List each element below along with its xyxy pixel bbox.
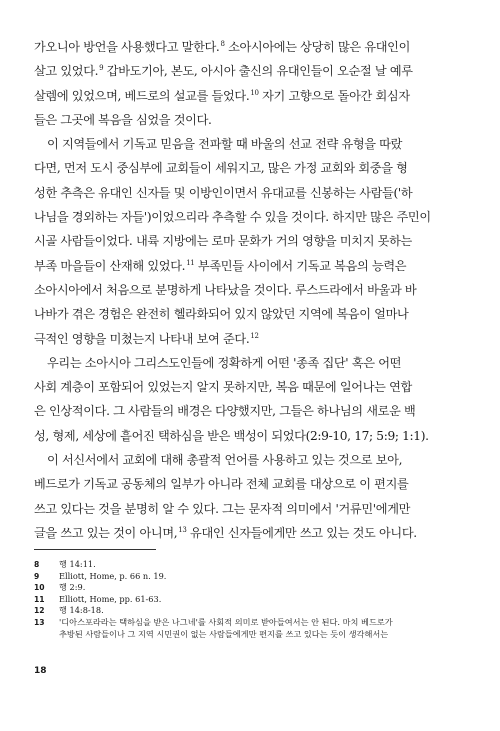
- line-text: 가오니아 방언을 사용했다고 말한다.: [34, 40, 220, 54]
- text-line: [34, 351, 470, 375]
- footnote-marker[interactable]: 8: [220, 40, 225, 48]
- footnote-number: 12: [34, 606, 45, 616]
- footnote-marker[interactable]: 10: [250, 88, 259, 97]
- line-text: 우리는 소아시아 그리스도인들에 정확하게 어떤 '종족 집단' 혹은 어떤: [47, 355, 402, 370]
- footnote-text: 행 14:8-18.: [59, 605, 104, 616]
- line-text: 시골 사람들이었다. 내륙 지방에는 로마 문화가 거의 영향을 미치지 못하는: [34, 234, 412, 249]
- line-text: 베드로가 기독교 공동체의 일부가 아니라 전체 교회를 대상으로 이 편지를: [34, 477, 409, 492]
- footnote-text-continued: 추방된 사람들이나 그 지역 시민권이 없는 사람들에게만 편지를 쓰고 있다는 듯이 생각해서는: [59, 628, 389, 639]
- body-text: [34, 35, 470, 545]
- line-text: 성, 형제, 세상에 흩어진 택하심을 받은 백성이 되었다(2:9-10, 17; 5:9; 1:1).: [34, 428, 429, 443]
- footnote-text: 행 14:11.: [59, 559, 96, 569]
- text-line: [34, 448, 470, 472]
- footnote: [34, 571, 474, 583]
- footnote: [34, 594, 474, 606]
- text-line: [34, 254, 470, 278]
- line-text: 극적인 영향을 미쳤는지 나타내 보여 준다.: [34, 331, 250, 346]
- footnote-text: '디아스포라라는 택하심을 받은 나그네'를 사회적 의미로 받아들여서는 안 된다. 마치 베드로가: [59, 616, 393, 627]
- text-line: [34, 205, 470, 229]
- footnote-number: 8: [34, 560, 40, 569]
- line-text: 소아시아에서 처음으로 분명하게 나타났을 것이다. 루스드라에서 바울과 바: [34, 282, 417, 297]
- footnote-marker[interactable]: 13: [178, 525, 187, 534]
- line-text: 부족 마을들이 산재해 있었다.: [34, 258, 186, 273]
- footnote-text: 행 2:9.: [59, 582, 86, 593]
- footnote-number: 10: [34, 583, 45, 593]
- page-number: 18: [34, 666, 47, 676]
- line-text: 이 서신서에서 교회에 대해 총괄적 언어를 사용하고 있는 것으로 보아,: [47, 453, 403, 468]
- line-text: 쓰고 있다는 것을 분명히 알 수 있다. 그는 문자적 의미에서 '거류민'에게만: [34, 501, 411, 516]
- text-line: [34, 497, 470, 521]
- footnote: [34, 617, 474, 629]
- text-line: [34, 399, 470, 423]
- line-text-continued: 소아시아에는 상당히 많은 유대인이: [224, 40, 411, 54]
- text-line: [34, 375, 470, 399]
- text-line: [34, 181, 470, 205]
- text-line: [34, 108, 470, 132]
- text-line: [34, 229, 470, 253]
- footnote-text: Elliott, Home, p. 66 n. 19.: [59, 570, 167, 581]
- line-text: 성한 추측은 유대인 신자들 및 이방인이면서 유대교를 신봉하는 사람들('하: [34, 185, 413, 200]
- text-line: [34, 327, 470, 351]
- text-line: [34, 278, 470, 302]
- footnote: [34, 582, 474, 594]
- footnote-number: 9: [34, 571, 40, 581]
- line-text: 사회 계층이 포함되어 있었는지 알지 못하지만, 복음 때문에 일어나는 연합: [34, 380, 412, 395]
- footnote-number: 13: [34, 617, 45, 627]
- text-line: [34, 424, 470, 448]
- text-line: [34, 132, 470, 156]
- text-line: [34, 156, 470, 180]
- footnote-marker[interactable]: 9: [99, 64, 104, 73]
- line-text: 다면, 먼저 도시 중심부에 교회들이 세워지고, 많은 가정 교회와 회중을 형: [34, 161, 408, 176]
- footnotes: [34, 559, 474, 640]
- line-text: 나바가 겪은 경험은 완전히 헬라화되어 있지 않았던 지역에 복음이 얼마나: [34, 307, 409, 322]
- line-text: 이 지역들에서 기독교 믿음을 전파할 때 바울의 선교 전략 유형을 따랐: [47, 137, 403, 152]
- text-line: [34, 521, 470, 545]
- line-text: 은 인상적이다. 그 사람들의 배경은 다양했지만, 그들은 하나님의 새로운 백: [34, 404, 416, 419]
- footnote-marker[interactable]: 11: [186, 258, 195, 267]
- line-text: 살고 있었다.: [34, 64, 99, 79]
- line-text-continued: 자기 고향으로 돌아간 회심자: [258, 88, 410, 103]
- footnote-number: 11: [34, 594, 45, 604]
- footnote-marker[interactable]: 12: [250, 331, 259, 340]
- line-text-continued: 갑바도기아, 본도, 아시아 출신의 유대인들이 오순절 날 예루: [103, 64, 413, 79]
- text-line: [34, 84, 470, 108]
- line-text: 글을 쓰고 있는 것이 아니며,: [34, 525, 178, 540]
- footnote-divider: [34, 549, 156, 550]
- footnote: [34, 559, 474, 571]
- text-line: [34, 35, 470, 59]
- line-text-continued: 유대인 신자들에게만 쓰고 있는 것도 아니다.: [186, 525, 417, 540]
- footnote-text: Elliott, Home, pp. 61-63.: [59, 593, 162, 604]
- line-text-continued: 부족민들 사이에서 기독교 복음의 능력은: [194, 258, 407, 273]
- line-text: 살렘에 있었으며, 베드로의 설교를 들었다.: [34, 88, 250, 103]
- line-text: 들은 그곳에 복음을 심었을 것이다.: [34, 112, 212, 127]
- line-text: 나님을 경외하는 자들')이었으리라 추측할 수 있을 것이다. 하지만 많은 주민이: [34, 210, 431, 225]
- text-line: [34, 302, 470, 326]
- text-line: [34, 472, 470, 496]
- text-line: [34, 59, 470, 83]
- footnote: [34, 605, 474, 617]
